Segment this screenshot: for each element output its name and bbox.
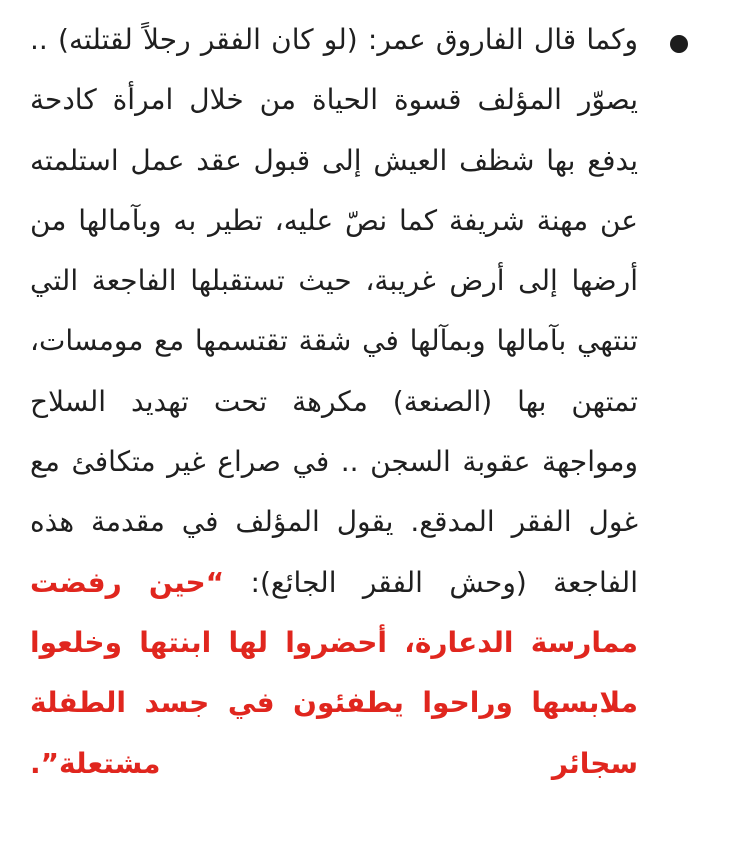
highlighted-quote: “حين رفضت ممارسة الدعارة، أحضروا لها ابنتها وخلعوا ملابسها وراحوا يطفئون في جسد الطفلة سجائر مشتعلة”.	[30, 565, 638, 780]
bullet-list-item	[30, 10, 688, 852]
paragraph-body-text: وكما قال الفاروق عمر: (لو كان الفقر رجلاً لقتلته) .. يصوّر المؤلف قسوة الحياة من خلال امرأة كادحة يدفع بها شظف العيش إلى قبول عقد عمل استلمته عن مهنة شريفة كما نصّ عليه، تطير به وبآمالها من أرضها إلى أرض غريبة، حيث تستقبلها الفاجعة التي تنتهي بآمالها وبمآلها في شقة تقتسمها مع مومسات، تمتهن بها (الصنعة) مكرهة تحت تهديد السلاح ومواجهة عقوبة السجن .. في صراع غير متكافئ مع غول الفقر المدقع. يقول المؤلف في مقدمة هذه الفاجعة (وحش الفقر الجائع):	[30, 23, 638, 599]
article-paragraph	[30, 10, 638, 794]
bullet-point	[670, 35, 688, 53]
